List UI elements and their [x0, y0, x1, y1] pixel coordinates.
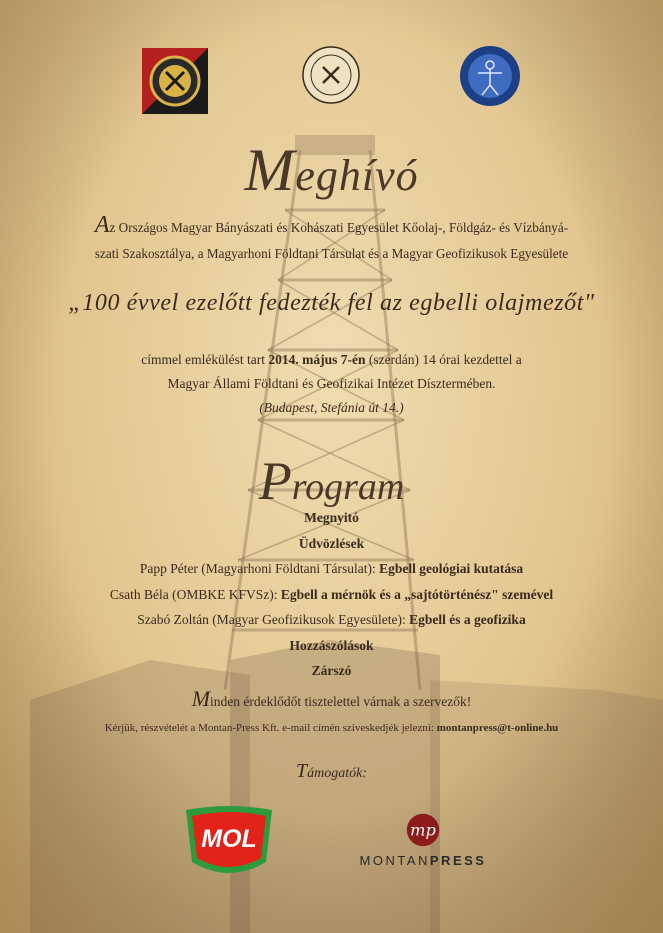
invite-text: inden érdeklődőt tisztelettel várnak a szervezők! [210, 694, 472, 709]
rsvp-text: Kérjük, részvételét a Montan-Press Kft. e-mail címén szíveskedjék jelezni: [104, 722, 437, 734]
talk-1-speaker: Papp Péter (Magyarhoni Földtani Társulat): [139, 561, 380, 576]
mp-name-a: MONTAN [359, 853, 430, 868]
intro-line-1 [66, 212, 597, 241]
intro-line-2: szati Szakosztálya, a Magyarhoni Földtani Társulat és a Magyar Geofizikusok Egyesülete [94, 246, 569, 261]
details-line-1 [0, 348, 663, 372]
organizers-intro [0, 212, 663, 267]
geological-society-logo [301, 45, 361, 105]
mp-name-b: PRESS [429, 853, 487, 868]
sponsors-initial: T [295, 760, 308, 782]
program-item-closing [0, 658, 663, 684]
talk-2-speaker: Csath Béla (OMBKE KFVSz): [109, 586, 281, 602]
mining-crossed-hammers-icon [142, 48, 208, 114]
details-pre: címmel emlékülést tart [141, 352, 269, 367]
mol-logo-icon [180, 802, 278, 880]
invite-initial: M [191, 686, 211, 711]
closing-label: Zárszó [311, 663, 352, 678]
greetings-label: Üdvözlések [298, 535, 365, 551]
rsvp-line [0, 722, 663, 734]
montan-press-logo [358, 812, 488, 870]
event-address: (Budapest, Stefánia út 14.) [259, 400, 404, 415]
program-item-talk-2 [0, 582, 663, 608]
opening-label: Megnyitó [304, 510, 359, 525]
geological-society-seal-icon [301, 45, 361, 105]
program-item-talk-3 [0, 607, 663, 633]
page-title [0, 136, 663, 205]
montan-press-name [358, 853, 488, 868]
event-date: 2014. május 7-én [268, 352, 366, 367]
comments-label: Hozzászólások [289, 637, 374, 653]
program-initial: P [258, 451, 292, 511]
talk-1-title: Egbell geológiai kutatása [379, 561, 524, 576]
title-rest: eghívó [295, 151, 419, 200]
sponsors-label [0, 760, 663, 783]
talk-3-speaker: Szabó Zoltán (Magyar Geofizikusok Egyesülete): [137, 612, 410, 627]
event-details [0, 348, 663, 420]
program-item-talk-1 [0, 556, 663, 582]
sponsors-text: ámogatók: [307, 766, 367, 781]
title-initial: M [244, 137, 296, 203]
mining-association-logo [142, 48, 208, 114]
program-rest: rogram [291, 466, 405, 508]
program-heading [0, 450, 663, 512]
rsvp-email-link[interactable]: montanpress@t-online.hu [436, 722, 559, 734]
talk-2-title: Egbell a mérnök és a „sajtótörténész" szemével [280, 586, 554, 602]
geophysicists-vitruvian-icon [459, 45, 521, 107]
event-title: „100 évvel ezelőtt fedezték fel az egbelli olajmezőt" [68, 290, 595, 316]
program-item-comments [0, 633, 663, 659]
mp-monogram: mp [410, 820, 436, 840]
geophysicists-association-logo [459, 45, 521, 107]
talk-3-title: Egbell és a geofizika [409, 612, 526, 627]
montan-press-monogram-icon [405, 812, 441, 848]
intro-initial: A [94, 212, 110, 238]
program-item-greetings [0, 531, 663, 557]
invitation-line [0, 686, 663, 712]
details-post: (szerdán) 14 órai kezdettel a [365, 352, 522, 367]
details-line-2: Magyar Állami Földtani és Geofizikai Intézet Dísztermében. [167, 376, 496, 391]
program-item-opening [0, 505, 663, 531]
program-list [0, 505, 663, 684]
mol-logo [180, 802, 278, 880]
intro-line-1-text: z Országos Magyar Bányászati és Kohászati Egyesület Kőolaj-, Földgáz- és Vízbányá- [109, 220, 569, 235]
mol-wordmark: MOL [201, 825, 257, 853]
